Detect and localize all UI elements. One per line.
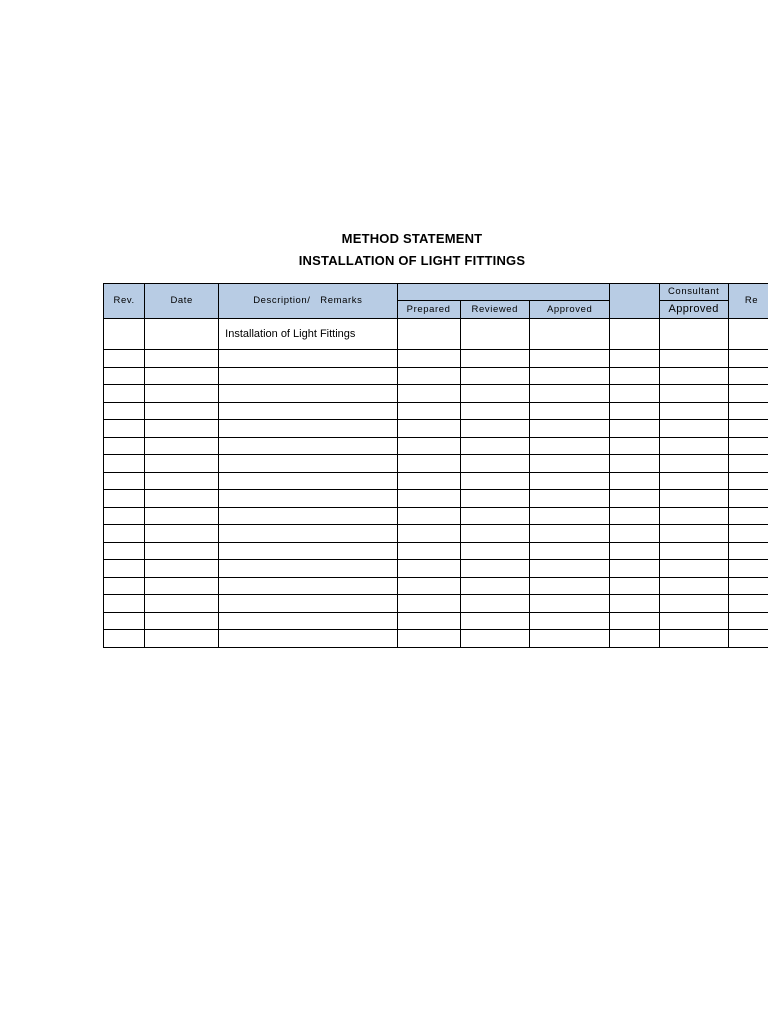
consultant-cell [659,437,728,455]
approved-cell [529,455,610,473]
reviewed-cell [460,385,529,403]
consultant-cell [659,385,728,403]
date-cell [145,525,219,543]
date-cell [145,437,219,455]
consultant-cell [659,507,728,525]
date-cell [145,319,219,350]
approved-cell [529,630,610,648]
date-cell [145,595,219,613]
cutoff-cell [728,630,768,648]
reviewed-cell [460,420,529,438]
header-row-1 [104,284,768,301]
date-cell [145,507,219,525]
consultant-cell [659,595,728,613]
blank-cell [610,420,659,438]
blank-cell [610,367,659,385]
blank-cell [610,437,659,455]
rev-cell [104,507,145,525]
reviewed-cell [460,455,529,473]
prepared-cell [397,577,460,595]
prepared-cell [397,525,460,543]
reviewed-cell [460,595,529,613]
description-cell [219,420,397,438]
table-row [104,507,768,525]
reviewed-cell [460,630,529,648]
reviewed-cell [460,560,529,578]
reviewed-cell [460,367,529,385]
description-cell [219,490,397,508]
header-blank [610,284,659,319]
consultant-cell [659,525,728,543]
table-row [104,630,768,648]
blank-cell [610,350,659,368]
rev-cell [104,472,145,490]
consultant-cell [659,367,728,385]
description-cell [219,507,397,525]
prepared-cell [397,507,460,525]
date-cell [145,490,219,508]
prepared-cell [397,367,460,385]
date-cell [145,402,219,420]
approved-cell [529,367,610,385]
approved-cell [529,560,610,578]
rev-cell [104,420,145,438]
date-cell [145,367,219,385]
prepared-cell [397,455,460,473]
date-cell [145,577,219,595]
date-cell [145,455,219,473]
prepared-cell [397,385,460,403]
rev-cell [104,525,145,543]
blank-cell [610,490,659,508]
cutoff-cell [728,455,768,473]
description-cell [219,367,397,385]
description-cell [219,577,397,595]
reviewed-cell [460,490,529,508]
prepared-cell [397,437,460,455]
description-cell [219,350,397,368]
header-signoff-group [397,284,610,301]
approved-cell [529,542,610,560]
date-cell [145,612,219,630]
consultant-cell [659,319,728,350]
cutoff-cell [728,507,768,525]
description-cell [219,630,397,648]
blank-cell [610,612,659,630]
description-cell [219,437,397,455]
table-row [104,437,768,455]
table-row [104,420,768,438]
cutoff-cell [728,472,768,490]
cutoff-cell [728,420,768,438]
table-row [104,472,768,490]
description-cell [219,595,397,613]
rev-cell [104,455,145,473]
reviewed-cell [460,437,529,455]
consultant-cell [659,402,728,420]
table-row [104,367,768,385]
rev-cell [104,350,145,368]
prepared-cell [397,542,460,560]
table-row [104,490,768,508]
blank-cell [610,319,659,350]
description-cell [219,560,397,578]
table-row [104,350,768,368]
rev-cell [104,402,145,420]
approved-cell [529,420,610,438]
blank-cell [610,595,659,613]
blank-cell [610,472,659,490]
blank-cell [610,385,659,403]
rev-cell [104,612,145,630]
consultant-cell [659,577,728,595]
description-cell: Installation of Light Fittings [219,319,397,350]
header-approved: Approved [529,301,610,319]
rev-cell [104,490,145,508]
cutoff-cell [728,612,768,630]
cutoff-cell [728,319,768,350]
description-cell [219,385,397,403]
rev-cell [104,630,145,648]
consultant-cell [659,472,728,490]
rev-cell [104,595,145,613]
consultant-cell [659,420,728,438]
date-cell [145,420,219,438]
reviewed-cell [460,350,529,368]
approved-cell [529,612,610,630]
table-row [104,542,768,560]
blank-cell [610,630,659,648]
table-row [104,402,768,420]
cutoff-cell [728,367,768,385]
rev-cell [104,319,145,350]
approved-cell [529,350,610,368]
cutoff-cell [728,595,768,613]
consultant-cell [659,350,728,368]
blank-cell [610,507,659,525]
prepared-cell [397,420,460,438]
header-date: Date [145,284,219,319]
document-subtitle: INSTALLATION OF LIGHT FITTINGS [298,253,526,268]
consultant-cell [659,630,728,648]
blank-cell [610,560,659,578]
approved-cell [529,595,610,613]
rev-cell [104,560,145,578]
cutoff-cell [728,525,768,543]
approved-cell [529,319,610,350]
header-reviewed: Reviewed [460,301,529,319]
prepared-cell [397,630,460,648]
reviewed-cell [460,612,529,630]
description-cell [219,402,397,420]
cutoff-cell [728,385,768,403]
reviewed-cell [460,472,529,490]
table-row [104,612,768,630]
approved-cell [529,507,610,525]
prepared-cell [397,612,460,630]
blank-cell [610,455,659,473]
cutoff-cell [728,490,768,508]
table-row [104,455,768,473]
prepared-cell [397,490,460,508]
consultant-cell [659,542,728,560]
cutoff-cell [728,560,768,578]
revision-table [103,283,768,648]
table-row [104,595,768,613]
reviewed-cell [460,577,529,595]
prepared-cell [397,560,460,578]
consultant-cell [659,560,728,578]
rev-cell [104,385,145,403]
date-cell [145,385,219,403]
prepared-cell [397,402,460,420]
description-cell [219,542,397,560]
header-description: Description/ Remarks [219,284,397,319]
description-cell [219,455,397,473]
reviewed-cell [460,525,529,543]
date-cell [145,542,219,560]
cutoff-cell [728,350,768,368]
rev-cell [104,367,145,385]
consultant-cell [659,455,728,473]
table-row [104,560,768,578]
rev-cell [104,577,145,595]
approved-cell [529,385,610,403]
date-cell [145,630,219,648]
prepared-cell [397,472,460,490]
date-cell [145,472,219,490]
table-row [104,525,768,543]
approved-cell [529,525,610,543]
cutoff-cell [728,437,768,455]
table-row [104,577,768,595]
approved-cell [529,577,610,595]
date-cell [145,350,219,368]
cutoff-cell [728,402,768,420]
header-consultant: Consultant [659,284,728,301]
description-cell [219,525,397,543]
cutoff-cell [728,542,768,560]
consultant-cell [659,490,728,508]
document-title: METHOD STATEMENT [341,231,483,246]
description-cell [219,472,397,490]
header-cutoff: Re [728,284,768,319]
consultant-cell [659,612,728,630]
approved-cell [529,472,610,490]
cutoff-cell [728,577,768,595]
description-cell [219,612,397,630]
reviewed-cell [460,507,529,525]
table-row [104,319,768,350]
header-prepared: Prepared [397,301,460,319]
rev-cell [104,542,145,560]
prepared-cell [397,350,460,368]
approved-cell [529,402,610,420]
reviewed-cell [460,542,529,560]
blank-cell [610,577,659,595]
blank-cell [610,542,659,560]
prepared-cell [397,595,460,613]
header-rev: Rev. [104,284,145,319]
approved-cell [529,490,610,508]
header-consultant-approved: Approved [659,301,728,319]
blank-cell [610,525,659,543]
reviewed-cell [460,319,529,350]
table-row [104,385,768,403]
blank-cell [610,402,659,420]
rev-cell [104,437,145,455]
reviewed-cell [460,402,529,420]
approved-cell [529,437,610,455]
prepared-cell [397,319,460,350]
date-cell [145,560,219,578]
